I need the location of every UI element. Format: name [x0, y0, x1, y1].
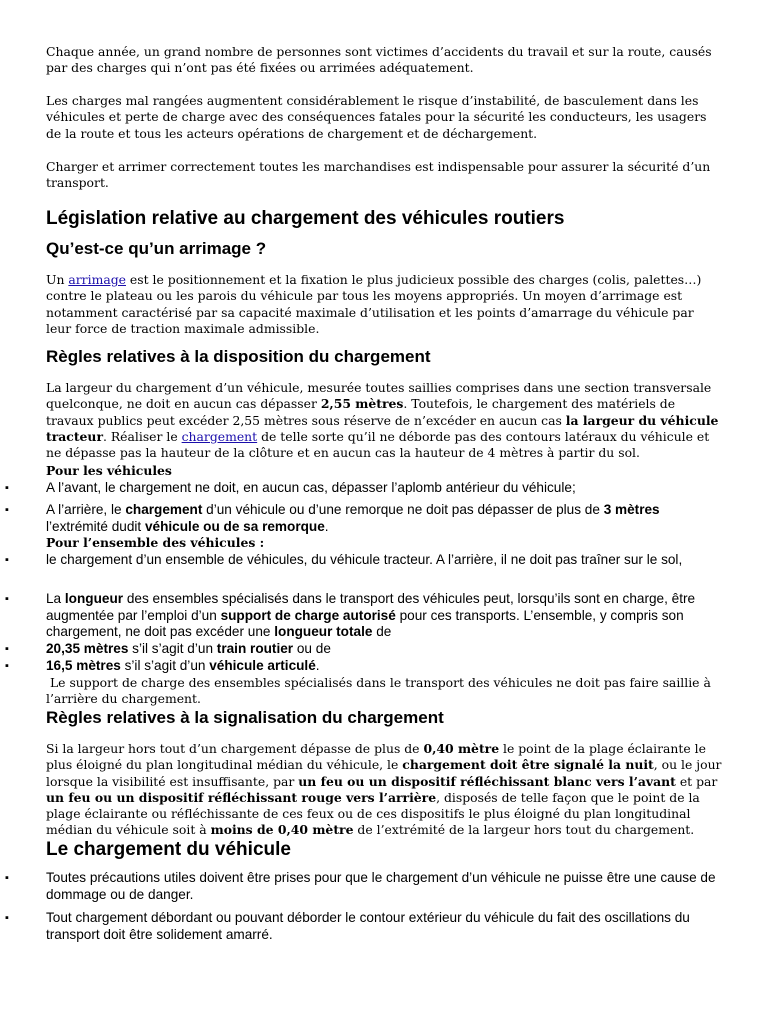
intro-paragraph-2: Les charges mal rangées augmentent considérablement le risque d’instabilité, de basculement dans les véhicules et perte de charge avec des conséquences fatales pour la sécurité les conducteurs, les usagers de la route et tous les acteurs opérations de chargement et de déchargement.: [46, 93, 707, 141]
list-item-debordant: ▪ Tout chargement débordant ou pouvant déborder le contour extérieur du véhicule du fait des oscillations du transport doit être solidement amarré.: [5, 910, 690, 942]
arrimage-link[interactable]: arrimage: [68, 272, 126, 287]
bullet-icon: ▪: [5, 482, 9, 494]
list-item-arriere: ▪ A l’arrière, le chargement d’un véhicule ou d’une remorque ne doit pas dépasser de plus de 3 mètres l’extrémité dudit véhicule ou de sa remorque.: [5, 502, 660, 534]
chargement-link[interactable]: chargement: [181, 428, 258, 444]
list-item-train-routier: ▪ 20,35 mètres s’il s’agit d’un train routier ou de: [5, 641, 331, 656]
disposition-paragraph: La largeur du chargement d’un véhicule, mesurée toutes saillies comprises dans une section transversale quelconque, ne doit en aucun cas dépasser 2,55 mètres. Toutefois, le chargement des matériels de travaux publics peut excéder 2,55 mètres sous réserve de n’excéder en aucun cas la largeur du véhicule tracteur. Réaliser le chargement de telle sorte qu’il ne déborde pas des contours latéraux du véhicule et ne dépasse pas la hauteur de la clôture et en aucun cas la hauteur de 4 mètres à partir du sol.: [46, 380, 719, 461]
label-ensemble: Pour l’ensemble des véhicules :: [46, 535, 265, 550]
bullet-icon: ▪: [5, 912, 9, 924]
list-item-avant: ▪ A l’avant, le chargement ne doit, en aucun cas, dépasser l’aplomb antérieur du véhicule;: [5, 480, 576, 495]
intro-paragraph-1: Chaque année, un grand nombre de personnes sont victimes d’accidents du travail et sur la route, causés par des charges qui n’ont pas été fixées ou arrimées adéquatement.: [46, 44, 712, 76]
list-item-ensemble: ▪ le chargement d’un ensemble de véhicules, du véhicule tracteur. A l’arrière, il ne doit pas traîner sur le sol,: [5, 552, 683, 567]
heading-signalisation: Règles relatives à la signalisation du chargement: [46, 708, 444, 727]
list-item-vehicule-articule: ▪ 16,5 mètres s’il s’agit d’un véhicule articulé.: [5, 658, 320, 673]
bullet-icon: ▪: [5, 593, 9, 605]
bullet-icon: ▪: [5, 504, 9, 516]
bullet-icon: ▪: [5, 643, 9, 655]
heading-disposition: Règles relatives à la disposition du chargement: [46, 347, 431, 366]
heading-legislation: Législation relative au chargement des véhicules routiers: [46, 208, 565, 229]
intro-paragraph-3: Charger et arrimer correctement toutes les marchandises est indispensable pour assurer la sécurité d’un transport.: [46, 159, 711, 191]
support-note: Le support de charge des ensembles spécialisés dans le transport des véhicules ne doit pas faire saillie à l’arrière du chargement.: [46, 675, 715, 707]
list-item-longueur: ▪ La longueur des ensembles spécialisés dans le transport des véhicules peut, lorsqu’ils sont en charge, être augmentée par l’emploi d’un support de charge autorisé pour ces transports. L’ensemble, y compris son chargement, ne doit pas excéder une longueur totale de: [5, 591, 696, 639]
list-item-precautions: ▪ Toutes précautions utiles doivent être prises pour que le chargement d’un véhicule ne puisse être une cause de dommage ou de danger.: [5, 870, 716, 902]
bullet-icon: ▪: [5, 872, 9, 884]
bullet-icon: ▪: [5, 660, 9, 672]
arrimage-paragraph: Un arrimage est le positionnement et la fixation le plus judicieux possible des charges (colis, palettes…) contre le plateau ou les parois du véhicule par tous les moyens appropriés. Un moyen d’arrimage est notamment caractérisé par sa capacité maximale d’utilisation et les points d’amarrage du véhicule par leur force de traction maximale admissible.: [46, 272, 702, 336]
heading-arrimage: Qu’est-ce qu’un arrimage ?: [46, 239, 267, 258]
bullet-icon: ▪: [5, 554, 9, 566]
signalisation-paragraph: Si la largeur hors tout d’un chargement dépasse de plus de 0,40 mètre le point de la plage éclairante le plus éloigné du plan longitudinal médian du véhicule, le chargement doit être signalé la nuit, ou le jour lorsque la visibilité est insuffisante, par un feu ou un dispositif réfléchissant blanc vers l’avant et par un feu ou un dispositif réfléchissant rouge vers l’arrière, disposés de telle façon que le point de la plage éclairante ou réfléchissante de ces feux ou de ces dispositifs le plus éloigné du plan longitudinal médian du véhicule soit à moins de 0,40 mètre de l’extrémité de la largeur hors tout du chargement.: [46, 741, 722, 838]
label-vehicules: Pour les véhicules: [46, 463, 172, 478]
heading-chargement: Le chargement du véhicule: [46, 839, 291, 860]
